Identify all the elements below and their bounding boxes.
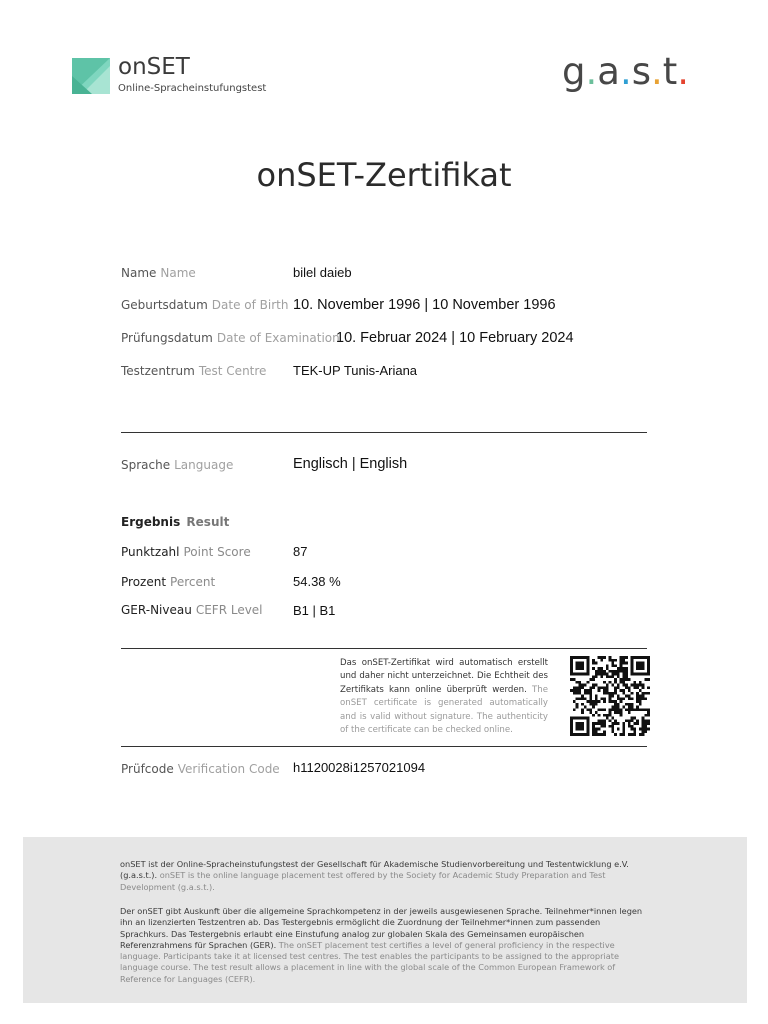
percent-value: 54.38 % [293,574,341,589]
point-score-value: 87 [293,544,308,559]
onset-logo-icon [72,58,110,94]
percent-label: Prozent Percent [121,575,216,589]
footer-paragraph-1: onSET ist der Online-Spracheinstufungstest der Gesellschaft für Akademische Studienvorbereitung und Testentwicklung e.V. (g.a.s.t.). onSET is the online language placement test offered by the Society for Academic Study Preparation and Test Development (g.a.s.t.). [120,859,629,892]
exam-date-value: 10. Februar 2024 | 10 February 2024 [336,330,574,346]
verification-code[interactable]: h1120028i1257021094 [293,760,426,775]
cefr-level-value: B1 | B1 [293,603,336,618]
authenticity-notice [340,657,548,737]
exam-date-label: Prüfungsdatum Date of Examination [121,331,340,345]
divider [121,432,647,433]
footer-paragraph-2: Der onSET gibt Auskunft über die allgemeine Sprachkompetenz in der jeweils ausgewiesenen Sprache. Teilnehmer*innen legen ihn an lizenzierten Testzentren ab. Das Testergebnis ermöglicht die Zuordnung der Teilnehmer*innen zum passenden Sprachkurs. Das Testergebnis erlaubt eine Einstufung analog zur globalen Skala des Gemeinsamen europäischen Referenzrahmens für Sprachen (GER). The onSET placement test certifies a level of general proficiency in the respective language. Participants take it at licensed test centres. The test enables the participants to be assigned to the appropriate language course. The test result allows a placement in line with the global scale of the Common European Framework of Reference for Languages (CEFR). [120,906,643,984]
language-label: Sprache Language [121,458,234,472]
notice-en: The onSET certificate is generated automatically and is valid without signature. The authenticity of the certificate can be checked online. [340,684,548,736]
verification-label: Prüfcode Verification Code [121,762,280,776]
name-value: bilel daieb [293,265,352,280]
gast-logo: g.a.s.t. [562,50,690,93]
dob-value: 10. November 1996 | 10 November 1996 [293,297,556,313]
cefr-level-label: GER-Niveau CEFR Level [121,603,263,617]
brand-subtitle: Online-Spracheinstufungstest [118,83,267,94]
qr-code-icon[interactable] [568,656,652,736]
point-score-label: Punktzahl Point Score [121,545,251,559]
notice-de: Das onSET-Zertifikat wird automatisch erstellt und daher nicht unterzeichnet. Die Echtheit des Zertifikats kann online überprüft werden. [340,658,548,695]
page-title: onSET-Zertifikat [256,156,512,194]
result-heading: Ergebnis Result [121,515,230,529]
test-centre-label: Testzentrum Test Centre [121,364,267,378]
test-centre-value: TEK-UP Tunis-Ariana [293,363,418,378]
divider [121,648,647,649]
divider [121,746,647,747]
brand-name: onSET [118,54,190,80]
language-value: Englisch | English [293,456,408,472]
dob-label: Geburtsdatum Date of Birth [121,298,289,312]
name-label: Name Name [121,266,196,280]
